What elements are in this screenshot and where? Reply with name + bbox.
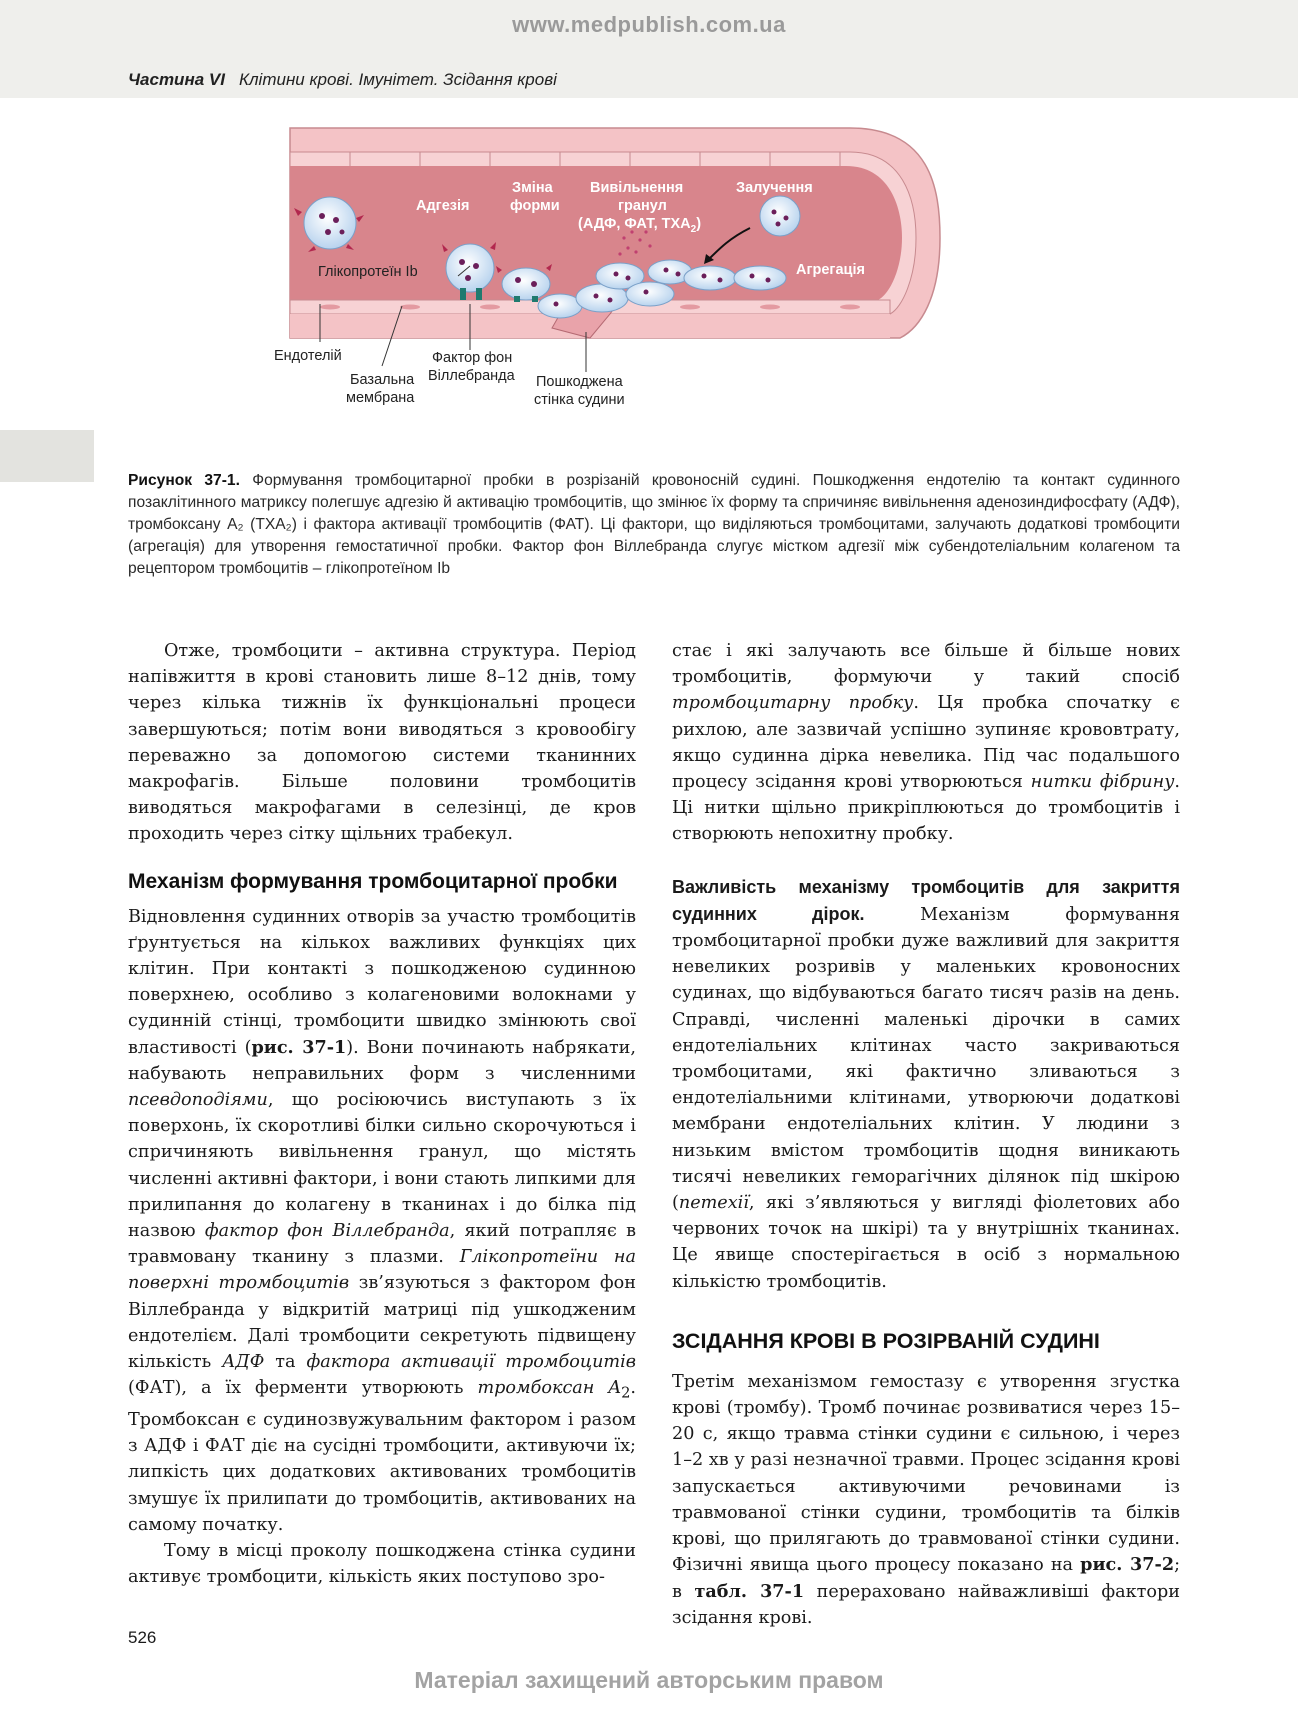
- left-paragraph-2: Відновлення судинних отворів за участю тромбоцитів ґрунтується на кількох важливих функціях цих клітин. При контакті з пошкодженою судинною поверхнею, особливо з колагеновими волокнами у судинній стінці, тромбоцити швидко змінюють свої властивості (рис. 37-1). Вони починають набрякати, набувають неправильних форм з численними псевдоподіями, що росіюючись виступають з їх поверхонь, їх скоротливі білки сильно скорочуються і спричиняють вивільнення гранул, що містять численні активні фактори, і вони стають липкими для прилипання до колагену в тканинах і до білка під назвою фактор фон Віллебранда, який потрапляє в травмовану тканину з плазми. Глікопротеїни на поверхні тромбоцитів зв’язуються з фактором фон Віллебранда у відкритій матриці під ушкодженим ендотелієм. Далі тромбоцити секретують підвищену кількість АДФ та фактора активації тромбоцитів (ФАТ), а їх ферменти утворюють тромбоксан $A_2$. Тромбоксан є судинозвужувальним фактором і разом з АДФ і ФАТ діє на сусідні тромбоцити, активуючи їх; липкість цих додаткових активованих тромбоцитів змушує їх прилипати до тромбоцитів, активованих на самому початку.: [128, 906, 636, 1535]
- label-damaged-2: стінка судини: [534, 392, 625, 408]
- label-shape-change-2: форми: [510, 198, 560, 214]
- label-vwf-1: Фактор фон: [432, 350, 513, 366]
- figure-caption: [128, 470, 1180, 580]
- label-release-1: Вивільнення: [590, 180, 684, 196]
- page-number: 526: [128, 1628, 157, 1647]
- right-paragraph-1: стає і які залучають все більше й більше нових тромбоцитів, формуючи у такий спосіб тромбоцитарну пробку. Ця пробка спочатку є рихлою, але зазвичай успішно зупиняє крововтрату, якщо судинна дірка невелика. Під час подальшого процесу зсідання крові утворюються нитки фібрину. Ці нитки щільно прикріплюються до тромбоцитів і створюють непохитну пробку.: [672, 641, 1180, 845]
- label-release-3: (АДФ, ФАТ, $ТХА_2$): [578, 216, 702, 235]
- section-heading-platelet-plug: Механізм формування тромбоцитарної пробки: [128, 869, 618, 893]
- caption-label: Рисунок 37-1.: [128, 472, 240, 489]
- section-heading-clotting: ЗСІДАННЯ КРОВІ В РОЗІРВАНІЙ СУДИНІ: [672, 1328, 1100, 1353]
- label-damaged-1: Пошкоджена: [536, 374, 623, 390]
- subsection-heading: Важливість механізму тромбоцитів для закриття судинних дірок.: [672, 876, 1180, 924]
- watermark-bottom: Матеріал захищений авторським правом: [414, 1667, 884, 1693]
- header-part: Частина VI: [128, 70, 225, 89]
- label-adhesion: Адгезія: [416, 198, 470, 214]
- label-release-2: гранул: [618, 198, 667, 214]
- label-basal-1: Базальна: [350, 372, 415, 388]
- vessel-diagram: [274, 128, 1050, 450]
- figure-37-1: [274, 128, 1050, 450]
- label-vwf-2: Віллебранда: [428, 368, 515, 384]
- column-left: [128, 638, 636, 1590]
- label-endothelium: Ендотелій: [274, 348, 342, 364]
- label-glycoprotein: Глікопротеїн Ib: [318, 264, 418, 280]
- right-paragraph-2: Важливість механізму тромбоцитів для закриття судинних дірок. Механізм формування тромбоцитарної пробки дуже важливий для закриття невеликих розривів у маленьких кровоносних судинах, що відбуваються багато тисяч разів на день. Справді, численні маленькі дірочки в самих ендотеліальних клітинах часто закриваються тромбоцитами, які фактично зливаються з ендотеліальними клітинами, утворюючи додаткові мембрани ендотеліальних клітин. У людини з низьким вмістом тромбоцитів щодня виникають тисячі невеликих геморагічних ділянок під шкірою (петехії, які з’являються у вигляді фіолетових або червоних точок на шкірі) та у внутрішніх тканинах. Це явище спостерігається в осіб з нормальною кількістю тромбоцитів.: [672, 876, 1180, 1292]
- side-tab: [0, 430, 94, 482]
- label-shape-change-1: Зміна: [512, 180, 553, 196]
- platelet-recruited: [760, 196, 800, 236]
- label-aggregation: Агрегація: [796, 262, 865, 278]
- left-paragraph-3: Тому в місці проколу пошкоджена стінка судини активує тромбоцити, кількість яких поступово зро-: [128, 1541, 636, 1588]
- caption-text: Формування тромбоцитарної пробки в розрізаній кровоносній судині. Пошкодження ендотелію та контакт судинного позаклітинного матриксу полегшує адгезію й активацію тромбоцитів, що змінює їх форму та спричиняє вивільнення аденозиндифосфату (АДФ), тромбоксану A₂ (TXA₂) і фактора активації тромбоцитів (ФАТ). Ці фактори, що виділяються тромбоцитами, залучають додаткові тромбоцити (агрегація) для утворення гемостатичної пробки. Фактор фон Віллебранда слугує містком адгезії між субендотеліальним колагеном та рецептором тромбоцитів – глікопротеїном Ib: [128, 472, 1180, 577]
- watermark-top: www.medpublish.com.ua: [512, 12, 786, 37]
- column-right: [672, 638, 1180, 1631]
- running-header: [128, 70, 557, 90]
- header-title: Клітини крові. Імунітет. Зсідання крові: [238, 70, 557, 89]
- label-basal-2: мембрана: [346, 390, 415, 406]
- left-paragraph-1: Отже, тромбоцити – активна структура. Період напівжиття в крові становить лише 8–12 днів, тому через кілька тижнів їх функціональні процеси завершуються; потім вони виводяться з кровообігу переважно за допомогою системи тканинних макрофагів. Більше половини тромбоцитів виводяться макрофагами в селезінці, де кров проходить через сітку щільних трабекул.: [128, 641, 636, 845]
- label-recruitment: Залучення: [736, 180, 813, 196]
- right-paragraph-3: Третім механізмом гемостазу є утворення згустка крові (тромбу). Тромб починає розвиватися через 15–20 с, якщо травма стінки судини є сильною, і через 1–2 хв у разі незначної травми. Процес зсідання крові запускається активуючими речовинами із травмованої стінки судини, тромбоцитів та білків крові, що прилягають до травмованої стінки судини. Фізичні явища цього процесу показано на рис. 37-2; в табл. 37-1 перераховано найважливіші фактори зсідання крові.: [672, 1371, 1180, 1628]
